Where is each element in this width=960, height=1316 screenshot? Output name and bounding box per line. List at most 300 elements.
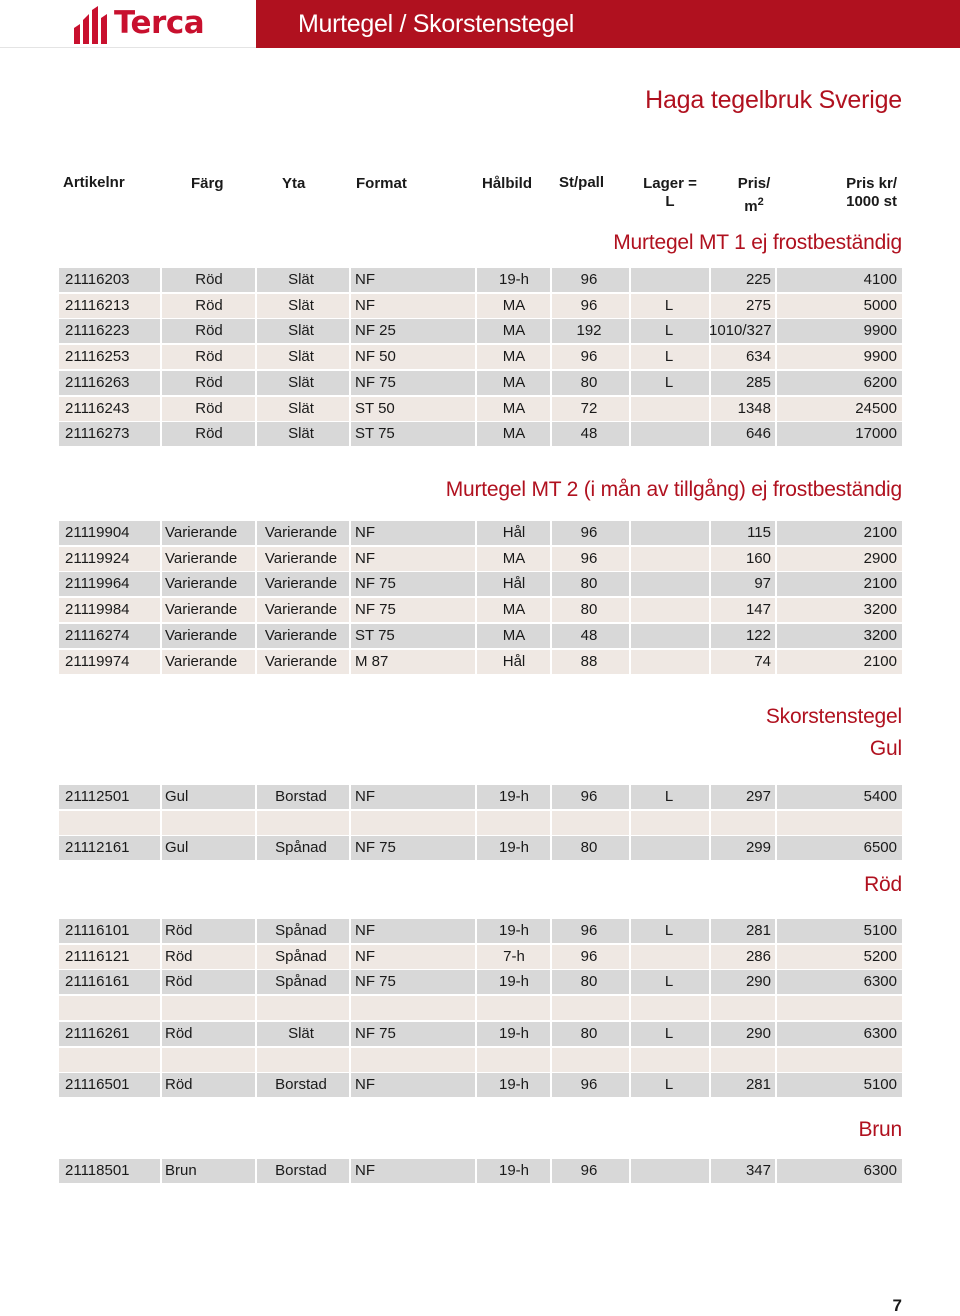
- column-divider: [349, 268, 351, 292]
- table-row-empty: [59, 996, 902, 1020]
- cell-lager: [639, 1159, 699, 1183]
- cell-priskr: 6300: [863, 1025, 897, 1042]
- cell-farg: Varierande: [165, 524, 238, 541]
- table-row-empty: [59, 811, 902, 835]
- pris-unit: m: [744, 198, 758, 215]
- table-row: [59, 1073, 902, 1097]
- cell-priskr: 5200: [863, 948, 897, 965]
- section-title: Murtegel MT 2 (i mån av tillgång) ej frostbeständig: [445, 478, 902, 501]
- table-row: [59, 521, 902, 545]
- section-title: Gul: [869, 737, 902, 760]
- column-divider: [775, 572, 777, 596]
- column-divider: [160, 836, 162, 860]
- cell-stpall: 96: [580, 788, 598, 805]
- column-divider: [160, 650, 162, 674]
- cell-lager: L: [664, 1025, 674, 1042]
- column-divider: [629, 919, 631, 943]
- column-divider: [629, 397, 631, 421]
- cell-artikelnr: 21116161: [65, 973, 130, 990]
- column-divider: [475, 572, 477, 596]
- cell-format: NF: [355, 788, 375, 805]
- column-divider: [629, 1159, 631, 1183]
- cell-lager: L: [664, 1076, 674, 1093]
- column-divider: [775, 345, 777, 369]
- table-row: [59, 319, 902, 343]
- cell-farg: Brun: [165, 1162, 197, 1179]
- cell-stpall: 192: [576, 322, 602, 339]
- cell-halbild: Hål: [502, 524, 526, 541]
- column-divider: [349, 996, 351, 1020]
- column-divider: [709, 1048, 711, 1072]
- column-divider: [775, 785, 777, 809]
- cell-farg: Röd: [195, 348, 223, 365]
- column-header-artikelnr: Artikelnr: [63, 174, 125, 191]
- cell-artikelnr: 21116223: [65, 322, 130, 339]
- table-row-empty: [59, 1048, 902, 1072]
- cell-lager: [639, 945, 699, 969]
- column-header-pris-line1: Pris/: [737, 175, 771, 192]
- column-divider: [629, 836, 631, 860]
- column-divider: [775, 547, 777, 571]
- column-divider: [349, 650, 351, 674]
- cell-pris: 290: [745, 1025, 771, 1042]
- cell-farg: Röd: [195, 297, 223, 314]
- column-divider: [629, 1022, 631, 1046]
- cell-lager: [639, 624, 699, 648]
- cell-format: ST 75: [355, 627, 395, 644]
- column-divider: [775, 836, 777, 860]
- cell-artikelnr: 21119964: [65, 575, 130, 592]
- column-divider: [775, 598, 777, 622]
- cell-stpall: 48: [580, 627, 598, 644]
- column-divider: [160, 521, 162, 545]
- table-row: [59, 345, 902, 369]
- cell-halbild: MA: [502, 425, 526, 442]
- cell-farg: Röd: [165, 1025, 193, 1042]
- cell-farg: Röd: [165, 922, 193, 939]
- section-title: Murtegel MT 1 ej frostbeständig: [613, 231, 902, 254]
- cell-format: NF 75: [355, 839, 396, 856]
- column-divider: [160, 785, 162, 809]
- column-divider: [475, 970, 477, 994]
- column-divider: [349, 371, 351, 395]
- column-divider: [629, 547, 631, 571]
- cell-stpall: 80: [580, 973, 598, 990]
- cell-artikelnr: 21116263: [65, 374, 130, 391]
- cell-pris: 285: [745, 374, 771, 391]
- column-divider: [629, 294, 631, 318]
- column-divider: [475, 521, 477, 545]
- cell-halbild: 19-h: [498, 839, 530, 856]
- cell-farg: Varierande: [165, 627, 238, 644]
- column-divider: [629, 521, 631, 545]
- column-divider: [775, 970, 777, 994]
- cell-artikelnr: 21112501: [65, 788, 130, 805]
- column-divider: [160, 371, 162, 395]
- column-divider: [629, 785, 631, 809]
- cell-halbild: 19-h: [498, 922, 530, 939]
- column-divider: [550, 1048, 552, 1072]
- cell-stpall: 96: [580, 948, 598, 965]
- column-divider: [349, 521, 351, 545]
- cell-pris: 646: [745, 425, 771, 442]
- column-divider: [629, 422, 631, 446]
- cell-farg: Gul: [165, 839, 189, 856]
- cell-pris: 1010/327: [709, 322, 772, 339]
- cell-yta: Borstad: [275, 788, 327, 805]
- cell-halbild: 19-h: [498, 1162, 530, 1179]
- column-divider: [475, 996, 477, 1020]
- cell-stpall: 88: [580, 653, 598, 670]
- column-header-priskr-line1: Pris kr/: [846, 175, 897, 192]
- column-header-pris-line2: [718, 193, 790, 216]
- cell-artikelnr: 21116501: [65, 1076, 130, 1093]
- column-divider: [160, 294, 162, 318]
- column-header-priskr-line2: 1000 st: [846, 193, 897, 210]
- column-divider: [550, 996, 552, 1020]
- cell-lager: [639, 650, 699, 674]
- column-divider: [255, 1048, 257, 1072]
- table-row: [59, 919, 902, 943]
- column-divider: [775, 397, 777, 421]
- cell-halbild: MA: [502, 322, 526, 339]
- cell-farg: Varierande: [165, 550, 238, 567]
- cell-pris: 281: [745, 1076, 771, 1093]
- column-divider: [629, 945, 631, 969]
- cell-priskr: 9900: [863, 322, 897, 339]
- cell-stpall: 96: [580, 1162, 598, 1179]
- cell-lager: L: [664, 788, 674, 805]
- cell-artikelnr: 21119924: [65, 550, 130, 567]
- cell-yta: Slät: [288, 1025, 314, 1042]
- cell-farg: Röd: [165, 1076, 193, 1093]
- table-row: [59, 650, 902, 674]
- column-divider: [475, 836, 477, 860]
- column-divider: [475, 1048, 477, 1072]
- table-row: [59, 970, 902, 994]
- page-number: 7: [892, 1296, 902, 1315]
- column-divider: [160, 996, 162, 1020]
- column-divider: [255, 811, 257, 835]
- cell-priskr: 6300: [863, 1162, 897, 1179]
- column-divider: [475, 1022, 477, 1046]
- cell-priskr: 9900: [863, 348, 897, 365]
- cell-halbild: Hål: [502, 575, 526, 592]
- cell-lager: L: [664, 922, 674, 939]
- column-divider: [349, 319, 351, 343]
- cell-halbild: MA: [502, 601, 526, 618]
- cell-priskr: 4100: [863, 271, 897, 288]
- column-header-lager-line2: L: [665, 193, 675, 210]
- column-divider: [160, 598, 162, 622]
- cell-yta: Varierande: [264, 653, 338, 670]
- table-row: [59, 836, 902, 860]
- column-divider: [475, 345, 477, 369]
- cell-priskr: 5100: [863, 922, 897, 939]
- cell-artikelnr: 21119974: [65, 653, 130, 670]
- column-header-stpall: St/pall: [559, 174, 605, 191]
- cell-format: NF 75: [355, 374, 396, 391]
- column-divider: [775, 624, 777, 648]
- cell-artikelnr: 21116121: [65, 948, 130, 965]
- column-divider: [629, 371, 631, 395]
- cell-pris: 97: [754, 575, 771, 592]
- column-divider: [775, 371, 777, 395]
- cell-pris: 286: [745, 948, 771, 965]
- column-divider: [775, 268, 777, 292]
- cell-farg: Röd: [195, 374, 223, 391]
- pris-unit-exponent: 2: [757, 196, 764, 208]
- cell-format: NF 25: [355, 322, 396, 339]
- cell-lager: [639, 836, 699, 860]
- table-row: [59, 294, 902, 318]
- cell-lager: [639, 521, 699, 545]
- column-divider: [775, 319, 777, 343]
- cell-stpall: 80: [580, 374, 598, 391]
- column-divider: [160, 1073, 162, 1097]
- cell-farg: Gul: [165, 788, 189, 805]
- cell-priskr: 5400: [863, 788, 897, 805]
- column-divider: [349, 919, 351, 943]
- cell-yta: Borstad: [275, 1162, 327, 1179]
- column-divider: [475, 785, 477, 809]
- cell-artikelnr: 21116261: [65, 1025, 130, 1042]
- column-divider: [475, 624, 477, 648]
- cell-pris: 225: [745, 271, 771, 288]
- column-divider: [160, 945, 162, 969]
- column-divider: [349, 811, 351, 835]
- section-title: Brun: [858, 1118, 902, 1141]
- cell-pris: 275: [745, 297, 771, 314]
- table-row: [59, 371, 902, 395]
- column-divider: [160, 422, 162, 446]
- cell-yta: Varierande: [264, 601, 338, 618]
- logo: [0, 0, 256, 48]
- column-divider: [629, 1073, 631, 1097]
- table-row: [59, 785, 902, 809]
- column-header-halbild: Hålbild: [482, 175, 533, 192]
- column-divider: [775, 1073, 777, 1097]
- column-divider: [349, 1073, 351, 1097]
- cell-pris: 122: [745, 627, 771, 644]
- cell-stpall: 96: [580, 1076, 598, 1093]
- cell-priskr: 6200: [863, 374, 897, 391]
- cell-pris: 74: [754, 653, 771, 670]
- cell-format: M 87: [355, 653, 389, 670]
- cell-format: NF 75: [355, 575, 396, 592]
- cell-farg: Röd: [165, 973, 193, 990]
- column-divider: [475, 811, 477, 835]
- cell-lager: L: [664, 374, 674, 391]
- cell-artikelnr: 21112161: [65, 839, 130, 856]
- cell-artikelnr: 21116253: [65, 348, 130, 365]
- cell-halbild: MA: [502, 550, 526, 567]
- cell-artikelnr: 21116203: [65, 271, 130, 288]
- cell-stpall: 96: [580, 922, 598, 939]
- cell-pris: 297: [745, 788, 771, 805]
- column-divider: [349, 547, 351, 571]
- table-row: [59, 598, 902, 622]
- column-divider: [775, 945, 777, 969]
- table-row: [59, 397, 902, 421]
- table-row: [59, 547, 902, 571]
- cell-yta: Varierande: [264, 575, 338, 592]
- column-divider: [475, 547, 477, 571]
- cell-lager: [639, 422, 699, 446]
- cell-lager: L: [664, 973, 674, 990]
- cell-yta: Spånad: [275, 839, 327, 856]
- cell-format: NF: [355, 524, 375, 541]
- cell-yta: Slät: [288, 425, 314, 442]
- table-row: [59, 1159, 902, 1183]
- column-divider: [475, 294, 477, 318]
- table-row: [59, 572, 902, 596]
- column-divider: [475, 268, 477, 292]
- column-header-format: Format: [356, 175, 407, 192]
- cell-priskr: 24500: [855, 400, 897, 417]
- column-divider: [349, 598, 351, 622]
- column-divider: [775, 521, 777, 545]
- column-divider: [160, 1159, 162, 1183]
- column-header-lager-line1: Lager =: [643, 175, 697, 192]
- column-divider: [550, 811, 552, 835]
- cell-artikelnr: 21119984: [65, 601, 130, 618]
- cell-stpall: 96: [580, 524, 598, 541]
- cell-priskr: 5000: [863, 297, 897, 314]
- column-divider: [629, 996, 631, 1020]
- column-divider: [160, 397, 162, 421]
- cell-yta: Borstad: [275, 1076, 327, 1093]
- cell-stpall: 80: [580, 839, 598, 856]
- column-divider: [475, 919, 477, 943]
- cell-farg: Varierande: [165, 575, 238, 592]
- cell-halbild: MA: [502, 374, 526, 391]
- column-divider: [349, 422, 351, 446]
- section-title: Röd: [864, 873, 902, 896]
- cell-halbild: MA: [502, 627, 526, 644]
- column-divider: [349, 1048, 351, 1072]
- column-divider: [629, 811, 631, 835]
- cell-stpall: 80: [580, 601, 598, 618]
- cell-farg: Röd: [195, 271, 223, 288]
- cell-lager: [639, 397, 699, 421]
- column-divider: [709, 811, 711, 835]
- column-divider: [629, 970, 631, 994]
- cell-pris: 147: [745, 601, 771, 618]
- cell-stpall: 80: [580, 1025, 598, 1042]
- column-divider: [475, 422, 477, 446]
- column-divider: [349, 397, 351, 421]
- cell-artikelnr: 21116273: [65, 425, 130, 442]
- cell-halbild: 19-h: [498, 788, 530, 805]
- column-header-yta: Yta: [282, 175, 306, 192]
- cell-priskr: 17000: [855, 425, 897, 442]
- cell-priskr: 2100: [863, 653, 897, 670]
- cell-pris: 115: [747, 524, 771, 541]
- column-divider: [775, 1022, 777, 1046]
- cell-yta: Slät: [288, 348, 314, 365]
- cell-lager: [639, 547, 699, 571]
- page-subtitle: Haga tegelbruk Sverige: [645, 86, 902, 114]
- cell-pris: 299: [745, 839, 771, 856]
- column-divider: [160, 919, 162, 943]
- column-divider: [349, 294, 351, 318]
- cell-artikelnr: 21116101: [65, 922, 130, 939]
- column-divider: [775, 650, 777, 674]
- cell-halbild: MA: [502, 348, 526, 365]
- column-divider: [709, 996, 711, 1020]
- cell-artikelnr: 21118501: [65, 1162, 130, 1179]
- table-row: [59, 1022, 902, 1046]
- column-divider: [160, 811, 162, 835]
- column-divider: [475, 319, 477, 343]
- column-divider: [775, 294, 777, 318]
- cell-format: ST 75: [355, 425, 395, 442]
- column-divider: [629, 572, 631, 596]
- cell-stpall: 96: [580, 297, 598, 314]
- column-divider: [475, 1073, 477, 1097]
- cell-stpall: 48: [580, 425, 598, 442]
- cell-lager: [639, 598, 699, 622]
- cell-halbild: 19-h: [498, 973, 530, 990]
- cell-halbild: 19-h: [498, 1025, 530, 1042]
- cell-lager: L: [664, 297, 674, 314]
- cell-stpall: 72: [580, 400, 598, 417]
- column-divider: [629, 319, 631, 343]
- cell-stpall: 96: [580, 550, 598, 567]
- cell-farg: Varierande: [165, 653, 238, 670]
- cell-yta: Varierande: [264, 550, 338, 567]
- column-divider: [160, 319, 162, 343]
- cell-priskr: 3200: [863, 627, 897, 644]
- cell-halbild: 19-h: [498, 1076, 530, 1093]
- cell-yta: Varierande: [264, 627, 338, 644]
- column-divider: [160, 572, 162, 596]
- page-header: [0, 0, 960, 48]
- column-header-pris: [718, 175, 790, 216]
- cell-halbild: 7-h: [503, 948, 525, 965]
- cell-format: NF: [355, 297, 375, 314]
- cell-farg: Röd: [165, 948, 193, 965]
- cell-format: NF 75: [355, 973, 396, 990]
- cell-artikelnr: 21116243: [65, 400, 130, 417]
- table-row: [59, 422, 902, 446]
- column-divider: [349, 836, 351, 860]
- cell-yta: Spånad: [275, 973, 327, 990]
- cell-format: NF: [355, 1076, 375, 1093]
- cell-priskr: 6500: [863, 839, 897, 856]
- column-divider: [349, 345, 351, 369]
- column-divider: [475, 1159, 477, 1183]
- section-title: Skorstenstegel: [765, 705, 902, 728]
- cell-pris: 347: [745, 1162, 771, 1179]
- cell-artikelnr: 21116213: [65, 297, 130, 314]
- table-row: [59, 624, 902, 648]
- table-row: [59, 268, 902, 292]
- cell-priskr: 2100: [863, 575, 897, 592]
- column-divider: [160, 1048, 162, 1072]
- cell-pris: 281: [745, 922, 771, 939]
- cell-priskr: 6300: [863, 973, 897, 990]
- cell-yta: Slät: [288, 322, 314, 339]
- cell-stpall: 96: [580, 348, 598, 365]
- column-divider: [629, 650, 631, 674]
- column-divider: [775, 422, 777, 446]
- column-divider: [629, 1048, 631, 1072]
- cell-format: NF 75: [355, 1025, 396, 1042]
- cell-priskr: 3200: [863, 601, 897, 618]
- cell-artikelnr: 21116274: [65, 627, 130, 644]
